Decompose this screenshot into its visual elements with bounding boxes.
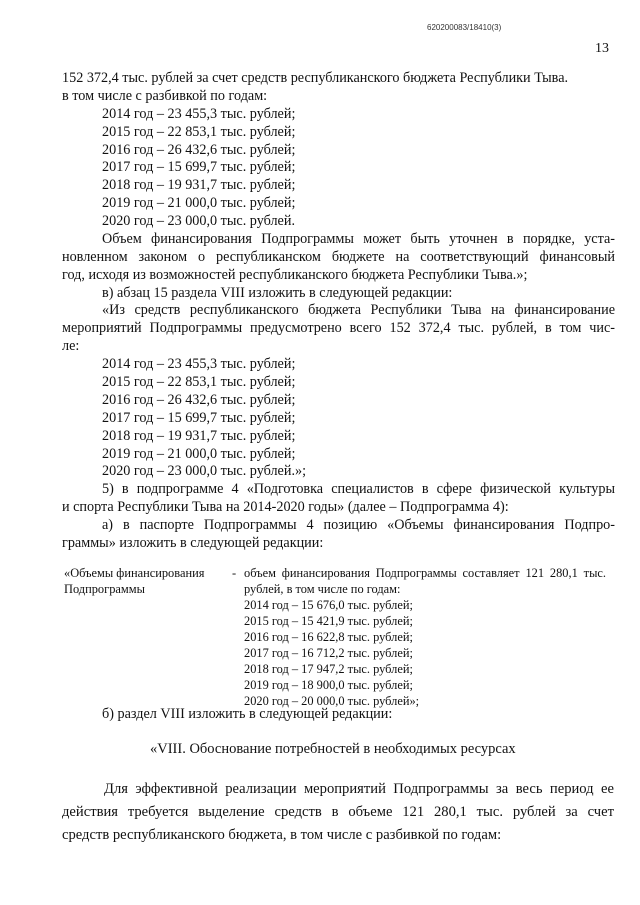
document-code: 620200083/18410(3) — [427, 23, 502, 32]
year-line: 2016 год – 26 432,6 тыс. рублей; — [102, 142, 296, 158]
year-line: 2014 год – 23 455,3 тыс. рублей; — [102, 356, 296, 372]
year-line: 2018 год – 19 931,7 тыс. рублей; — [102, 428, 296, 444]
text-line: 152 372,4 тыс. рублей за счет средств республиканского бюджета Республики Тыва. — [62, 70, 569, 86]
passport-year: 2018 год – 17 947,2 тыс. рублей; — [244, 662, 413, 676]
item-a-line: а) в паспорте Подпрограммы 4 позицию «Объемы финансирования Подпро- — [102, 517, 615, 533]
passport-year: 2020 год – 20 000,0 тыс. рублей»; — [244, 694, 420, 708]
quote-line: мероприятий Подпрограммы предусмотрено всего 152 372,4 тыс. рублей, в том чис- — [62, 320, 615, 336]
year-line: 2014 год – 23 455,3 тыс. рублей; — [102, 106, 296, 122]
section-heading: «VIII. Обоснование потребностей в необходимых ресурсах — [150, 741, 516, 757]
quote-line: «Из средств республиканского бюджета Республики Тыва на финансирование — [102, 302, 615, 318]
paragraph-line: новленном законом о республиканском бюджете на соответствующий финансовый — [62, 249, 615, 265]
passport-label: «Объемы финансирования — [64, 566, 205, 580]
quote-line: ле: — [62, 338, 80, 354]
item-5-line: 5) в подпрограмме 4 «Подготовка специалистов в сфере физической культуры — [102, 481, 615, 497]
passport-year: 2014 год – 15 676,0 тыс. рублей; — [244, 598, 413, 612]
year-line: 2016 год – 26 432,6 тыс. рублей; — [102, 392, 296, 408]
year-line: 2020 год – 23 000,0 тыс. рублей. — [102, 213, 295, 229]
passport-year: 2019 год – 18 900,0 тыс. рублей; — [244, 678, 413, 692]
paragraph-line: Объем финансирования Подпрограммы может быть уточнен в порядке, уста- — [102, 231, 615, 247]
year-line: 2019 год – 21 000,0 тыс. рублей; — [102, 446, 296, 462]
item-b: б) раздел VIII изложить в следующей редакции: — [102, 706, 393, 722]
passport-year: 2017 год – 16 712,2 тыс. рублей; — [244, 646, 413, 660]
passport-year: 2016 год – 16 622,8 тыс. рублей; — [244, 630, 413, 644]
passport-dash: - — [232, 566, 237, 580]
passport-value: рублей, в том числе по годам: — [244, 582, 401, 596]
final-paragraph-line: Для эффективной реализации мероприятий Подпрограммы за весь период ее — [104, 781, 614, 797]
page-number: 13 — [595, 41, 609, 56]
year-line: 2017 год – 15 699,7 тыс. рублей; — [102, 159, 296, 175]
item-5-line: и спорта Республики Тыва на 2014-2020 годы» (далее – Подпрограмма 4): — [62, 499, 509, 515]
item-a-line: граммы» изложить в следующей редакции: — [62, 535, 324, 551]
year-line: 2018 год – 19 931,7 тыс. рублей; — [102, 177, 296, 193]
passport-label: Подпрограммы — [64, 582, 145, 596]
item-v: в) абзац 15 раздела VIII изложить в следующей редакции: — [102, 285, 453, 301]
year-line: 2015 год – 22 853,1 тыс. рублей; — [102, 124, 296, 140]
final-paragraph-line: средств республиканского бюджета, в том числе с разбивкой по годам: — [62, 827, 502, 843]
year-line: 2015 год – 22 853,1 тыс. рублей; — [102, 374, 296, 390]
passport-year: 2015 год – 15 421,9 тыс. рублей; — [244, 614, 413, 628]
year-line: 2020 год – 23 000,0 тыс. рублей.»; — [102, 463, 307, 479]
year-line: 2019 год – 21 000,0 тыс. рублей; — [102, 195, 296, 211]
final-paragraph-line: действия требуется выделение средств в объеме 121 280,1 тыс. рублей за счет — [62, 804, 614, 820]
text-line: в том числе с разбивкой по годам: — [62, 88, 268, 104]
paragraph-line: год, исходя из возможностей республиканского бюджета Республики Тыва.»; — [62, 267, 528, 283]
passport-value: объем финансирования Подпрограммы составляет 121 280,1 тыс. — [244, 566, 606, 580]
year-line: 2017 год – 15 699,7 тыс. рублей; — [102, 410, 296, 426]
